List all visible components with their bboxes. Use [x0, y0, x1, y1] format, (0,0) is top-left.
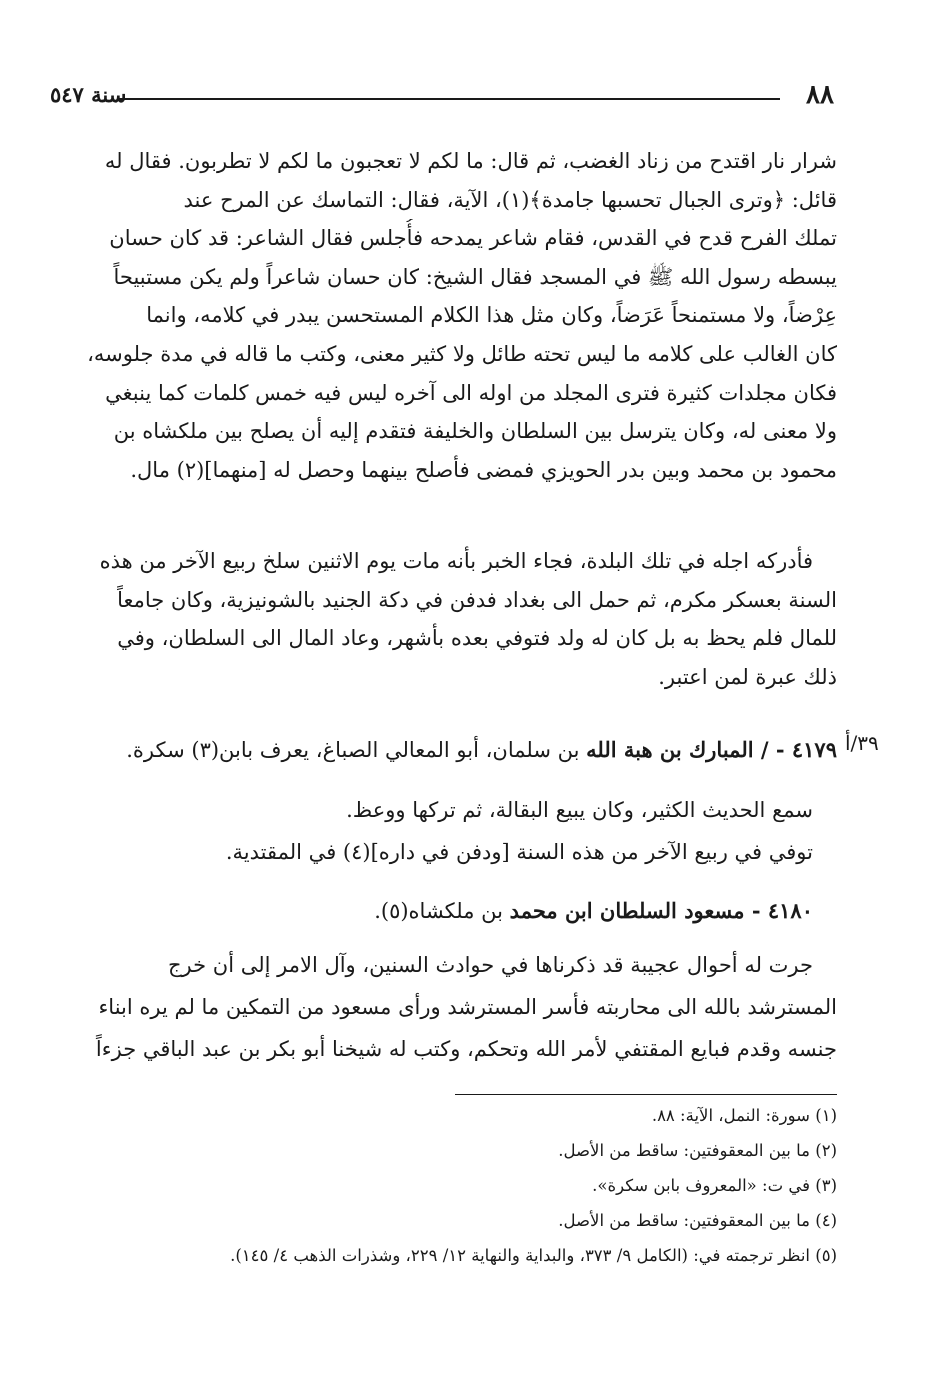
- footnote: (٥) انظر ترجمته في: (الكامل ٩/ ٣٧٣، والبداية والنهاية ١٢/ ٢٢٩، وشذرات الذهب ٤/ ١٤٥).: [230, 1246, 837, 1265]
- page-number: ٨٨: [806, 80, 834, 110]
- entry-rest: بن سلمان، أبو المعالي الصباغ، يعرف بابن(٣) سكرة.: [126, 738, 587, 762]
- text-line: تملك الفرح قدح في القدس، فقام شاعر يمدحه فأُجلس فقال الشاعر: قد كان حسان: [109, 226, 837, 251]
- header-rule: [118, 98, 780, 100]
- entry-4179-heading: [55, 731, 837, 769]
- text-line: عِرْضاً، ولا مستمنحاً عَرَضاً، وكان مثل هذا الكلام المستحسن يبدر في كلامه، وانما: [146, 303, 837, 328]
- text-line: المسترشد بالله الى محاربته فأسر المسترشد ورأى مسعود من التمكين ما لم يره ابناء: [98, 995, 837, 1019]
- entry-4179-line: توفي في ربيع الآخر من هذه السنة [ودفن في داره](٤) في المقتدية.: [225, 840, 813, 864]
- text-line: كان الغالب على كلامه ما ليس تحته طائل ولا كثير معنى، وكتب ما قاله في مدة جلوسه،: [87, 341, 837, 366]
- entry-4179-line: سمع الحديث الكثير، وكان يبيع البقالة، ثم تركها ووعظ.: [346, 798, 813, 822]
- running-head-year: سنة ٥٤٧: [50, 82, 127, 107]
- text-line: ولا معنى له، وكان يترسل بين السلطان والخليفة فتقدم إليه أن يصلح بين ملكشاه بن: [113, 419, 837, 444]
- text-line: محمود بن محمد وبين بدر الحويزي فمضى فأصلح بينهما وحصل له [منهما](٢) مال.: [130, 457, 837, 482]
- text-line: السنة بعسكر مكرم، ثم حمل الى بغداد فدفن في دكة الجنيد بالشونيزية، وكان جامعاً: [117, 587, 837, 612]
- entry-rest: بن ملكشاه(٥).: [374, 899, 510, 923]
- footnote-rule: [455, 1094, 837, 1095]
- paragraph-3: [55, 944, 837, 1070]
- footnote: (٣) في ت: «المعروف بابن سكرة».: [592, 1176, 837, 1195]
- entry-number: ٤١٧٩ - /: [753, 737, 837, 762]
- entry-name: المبارك بن هبة الله: [586, 737, 754, 762]
- text-line: ذلك عبرة لمن اعتبر.: [658, 664, 837, 689]
- entry-4180-heading: [55, 892, 837, 930]
- footnotes: [55, 1098, 837, 1273]
- paragraph-2: [55, 542, 837, 696]
- text-line: فأدركه اجله في تلك البلدة، فجاء الخبر بأنه مات يوم الاثنين سلخ ربيع الآخر من هذه: [99, 549, 813, 573]
- text-line: فكان مجلدات كثيرة فترى المجلد من اوله الى آخره ليس فيه خمس كلمات كما ينبغي: [105, 380, 837, 405]
- text-line: للمال فلم يحظ به بل كان له ولد فتوفي بعده بأشهر، وعاد المال الى السلطان، وفي: [117, 626, 837, 651]
- paragraph-1: [55, 142, 837, 489]
- text-line: شرار نار اقتدح من زناد الغضب، ثم قال: ما لكم لا تعجبون ما لكم لا تطربون. فقال له: [104, 149, 837, 173]
- footnote: (١) سورة: النمل، الآية: ٨٨.: [651, 1106, 837, 1125]
- text-line: يبسطه رسول الله ﷺ في المسجد فقال الشيخ: كان حسان شاعراً ولم يكن مستبيحاً: [113, 264, 837, 289]
- text-line: جرت له أحوال عجيبة قد ذكرناها في حوادث السنين، وآل الامر إلى أن خرج: [168, 953, 813, 977]
- footnote: (٤) ما بين المعقوفتين: ساقط من الأصل.: [558, 1211, 837, 1230]
- entry-name: مسعود السلطان ابن محمد: [509, 898, 745, 923]
- footnote: (٢) ما بين المعقوفتين: ساقط من الأصل.: [558, 1141, 837, 1160]
- text-line: جنسه وقدم فبايع المقتفي لأمر الله وتحكم، وكتب له شيخنا أبو بكر بن عبد الباقي جزءاً: [95, 1037, 837, 1061]
- entry-number: ٤١٨٠ -: [744, 898, 813, 923]
- text-line: قائل: ﴿وترى الجبال تحسبها جامدة﴾(١)، الآية، فقال: التماسك عن المرح عند: [183, 187, 837, 212]
- margin-folio-ref: ٣٩/أ: [845, 731, 879, 755]
